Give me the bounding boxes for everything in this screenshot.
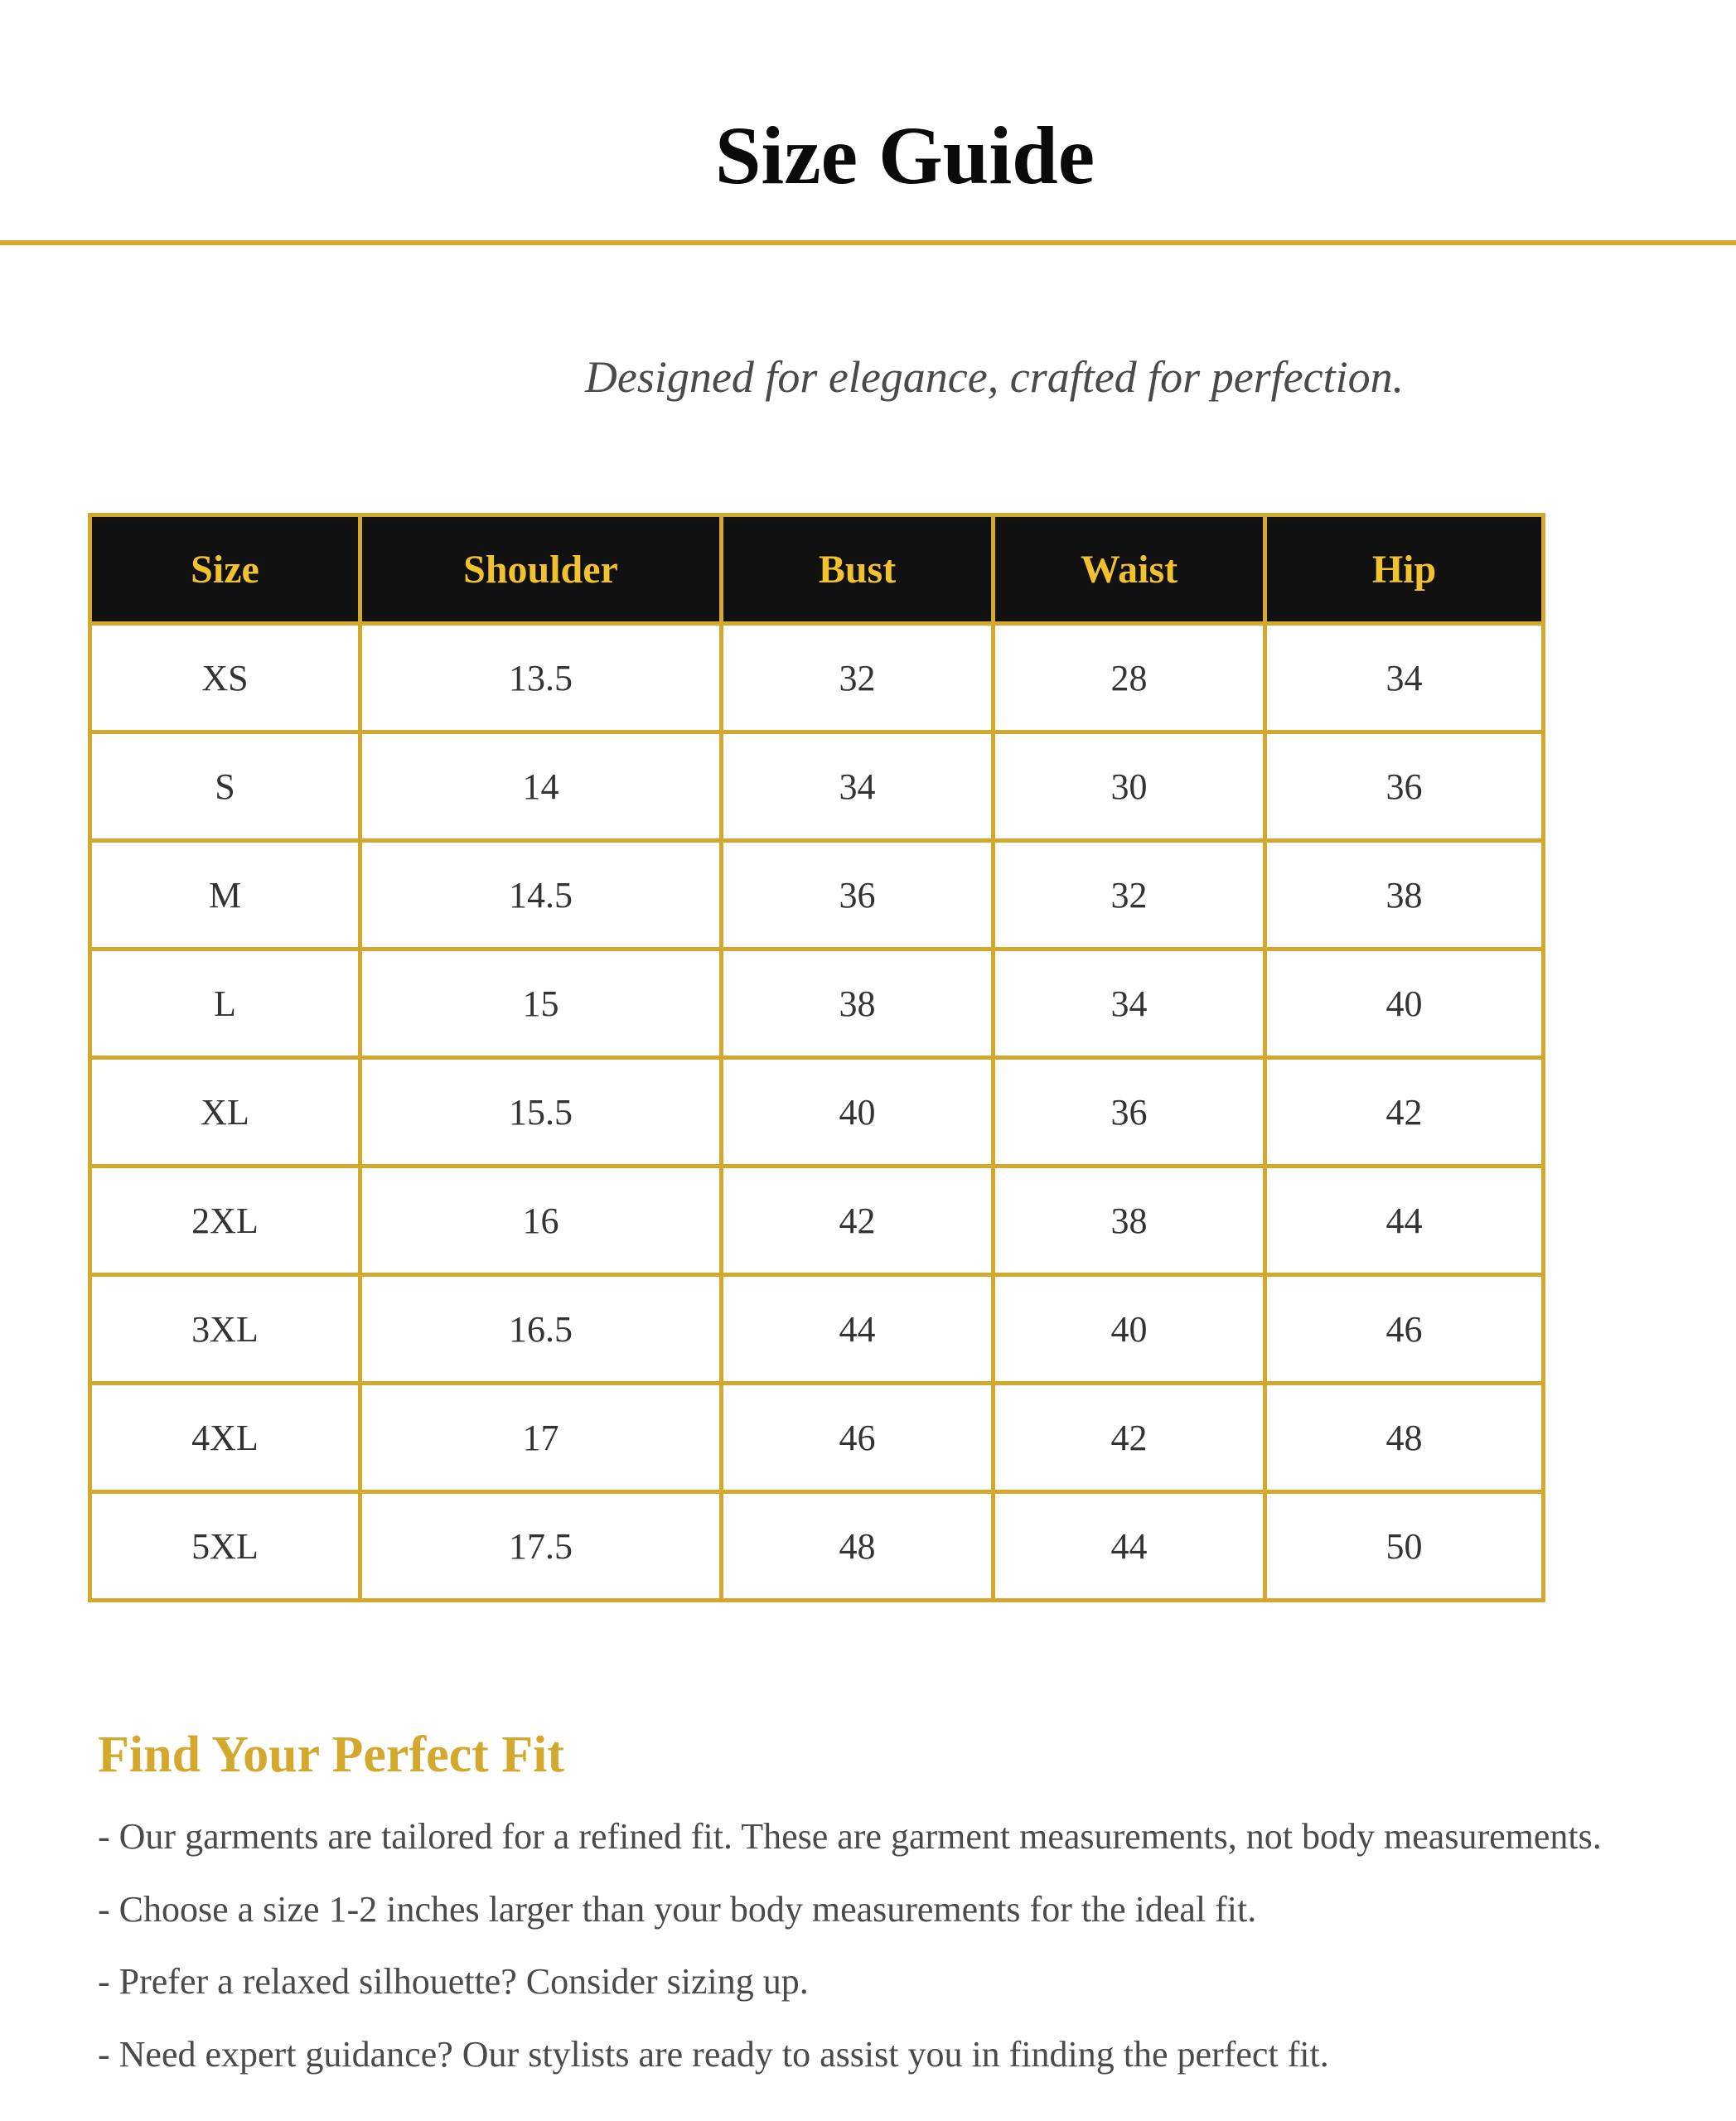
shoulder-cell: 13.5 xyxy=(360,624,722,732)
hip-cell: 36 xyxy=(1265,732,1544,841)
shoulder-cell: 15.5 xyxy=(360,1058,722,1167)
column-header-waist: Waist xyxy=(994,515,1265,624)
waist-cell: 40 xyxy=(994,1275,1265,1384)
waist-cell: 30 xyxy=(994,732,1265,841)
shoulder-cell: 14.5 xyxy=(360,841,722,949)
bust-cell: 40 xyxy=(722,1058,994,1167)
waist-cell: 44 xyxy=(994,1492,1265,1601)
column-header-shoulder: Shoulder xyxy=(360,515,722,624)
waist-cell: 34 xyxy=(994,949,1265,1058)
table-row xyxy=(90,624,1544,732)
table-row xyxy=(90,1492,1544,1601)
bust-cell: 48 xyxy=(722,1492,994,1601)
column-header-bust: Bust xyxy=(722,515,994,624)
size-cell: XS xyxy=(90,624,360,732)
table-row xyxy=(90,841,1544,949)
fit-notes-list xyxy=(98,1804,1722,2094)
size-cell: 5XL xyxy=(90,1492,360,1601)
table-header-row xyxy=(90,515,1544,624)
hip-cell: 42 xyxy=(1265,1058,1544,1167)
size-cell: XL xyxy=(90,1058,360,1167)
fit-section-heading: Find Your Perfect Fit xyxy=(98,1727,565,1783)
title-divider xyxy=(0,240,1736,245)
waist-cell: 32 xyxy=(994,841,1265,949)
hip-cell: 46 xyxy=(1265,1275,1544,1384)
table-row xyxy=(90,1384,1544,1492)
hip-cell: 38 xyxy=(1265,841,1544,949)
tagline: Designed for elegance, crafted for perfection. xyxy=(584,352,1405,402)
size-cell: S xyxy=(90,732,360,841)
shoulder-cell: 16.5 xyxy=(360,1275,722,1384)
size-cell: M xyxy=(90,841,360,949)
hip-cell: 48 xyxy=(1265,1384,1544,1492)
bust-cell: 46 xyxy=(722,1384,994,1492)
waist-cell: 36 xyxy=(994,1058,1265,1167)
bust-cell: 44 xyxy=(722,1275,994,1384)
shoulder-cell: 17.5 xyxy=(360,1492,722,1601)
fit-note: - Choose a size 1-2 inches larger than your body measurements for the ideal fit. xyxy=(98,1888,1257,1930)
table-row xyxy=(90,1167,1544,1275)
size-cell: 4XL xyxy=(90,1384,360,1492)
size-cell: 3XL xyxy=(90,1275,360,1384)
table-row xyxy=(90,949,1544,1058)
fit-note: - Need expert guidance? Our stylists are ready to assist you in finding the perfect fit. xyxy=(98,2033,1329,2075)
shoulder-cell: 15 xyxy=(360,949,722,1058)
bust-cell: 36 xyxy=(722,841,994,949)
shoulder-cell: 16 xyxy=(360,1167,722,1275)
fit-note: - Our garments are tailored for a refined fit. These are garment measurements, not body measurements. xyxy=(98,1816,1602,1857)
size-cell: 2XL xyxy=(90,1167,360,1275)
table-row xyxy=(90,1058,1544,1167)
bust-cell: 34 xyxy=(722,732,994,841)
hip-cell: 50 xyxy=(1265,1492,1544,1601)
shoulder-cell: 17 xyxy=(360,1384,722,1492)
waist-cell: 38 xyxy=(994,1167,1265,1275)
hip-cell: 34 xyxy=(1265,624,1544,732)
size-chart-table xyxy=(88,513,1545,1602)
waist-cell: 28 xyxy=(994,624,1265,732)
bust-cell: 42 xyxy=(722,1167,994,1275)
page-title: Size Guide xyxy=(714,109,1095,201)
hip-cell: 40 xyxy=(1265,949,1544,1058)
hip-cell: 44 xyxy=(1265,1167,1544,1275)
table-row xyxy=(90,1275,1544,1384)
column-header-size: Size xyxy=(90,515,360,624)
size-cell: L xyxy=(90,949,360,1058)
bust-cell: 38 xyxy=(722,949,994,1058)
table-row xyxy=(90,732,1544,841)
fit-note: - Prefer a relaxed silhouette? Consider sizing up. xyxy=(98,1961,809,2002)
column-header-hip: Hip xyxy=(1265,515,1544,624)
waist-cell: 42 xyxy=(994,1384,1265,1492)
shoulder-cell: 14 xyxy=(360,732,722,841)
bust-cell: 32 xyxy=(722,624,994,732)
